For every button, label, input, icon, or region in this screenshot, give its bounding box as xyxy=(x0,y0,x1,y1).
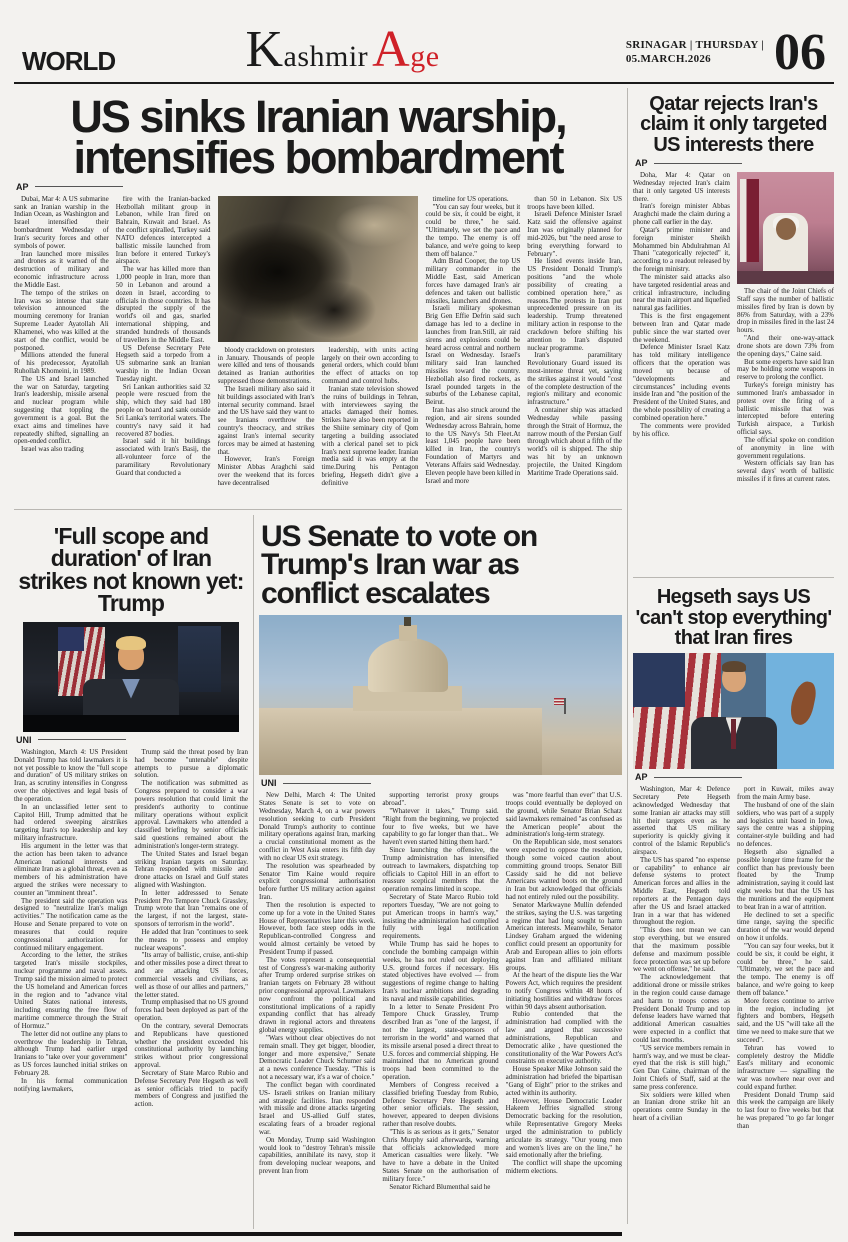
page-content xyxy=(14,88,834,1224)
senate-col-3: was "more fearful than ever" that U.S. troops could eventually be deployed on the ground, while Senator Brian Schatz said lawmakers remained "as confused as the American people" about the administration's long-term strategy. On the Republican side, most senators were expected to oppose the resolution, though some voiced caution about committing ground troops. Senator Bill Cassidy said he did not believe Americans wanted boots on the ground in Iran but acknowledged that officials had not entirely ruled out the possibility. Senator Markwayne Mullin defended the strikes, saying the U.S. was targeting a regime that had long sought to harm American interests. Meanwhile, Senator Lindsey Graham argued the widening conflict could present an opportunity for Arab and European allies to join efforts against Iran and affiliated militant groups. At the heart of the dispute lies the War Powers Act, which requires the president to notify Congress within 48 hours of initiating hostilities and withdraw forces within 90 days absent authorisation. Rubio contended that the administration had complied with the law and argued that successive administrations, Republican and Democratic alike , have questioned the constitutionality of the War Powers Act's constraints on executive authority. House Speaker Mike Johnson said the administration had briefed the bipartisan "Gang of Eight" prior to the strikes and acted within its authority. However, House Democratic Leader Hakeem Jeffries signalled strong Democratic backing for the resolution, while Representative Gregory Meeks urged the administration to publicly articulate its strategy. "Our young men and women's lives are on the line," he said emotionally after the briefing. The conflict will shape the upcoming midterm elections. xyxy=(505,792,622,1176)
trump-col-1: Washington, March 4: US President Donald Trump has told lawmakers it is not yet possible to know the "full scope and duration" of US military strikes on Iran, as scrutiny intensifies in Congress over the objectives and legal basis of the operation. In an unclassified letter sent to Capitol Hill, Trump admitted that he had ordered sweeping airstrikes targeting Iran's top leadership and key military infrastructure. His argument in the letter was that the action has been taken to advance American national interests and eliminate Iran as a global threat, even as members of his administration have argued the strikes were necessary to counter an "imminent threat". The president said the operation was designed to "neutralize Iran's malign activities." The notification came as the House and Senate prepared to vote on measures that could require congressional authorization for continued military engagement. According to the letter, the strikes targeted Iran's missile stockpiles, nuclear programme and naval assets. Trump said the mission aimed to protect the US homeland and American forces in the region and to "advance vital United States national interests, including ensuring the free flow of maritime commerce through the Strait of Hormuz." The letter did not outline any plans to overthrow the leadership in Tehran, although Trump had earlier urged Iranians to "take over your government" as US forces launched initial strikes on February 28. In his formal communication notifying lawmakers, xyxy=(14,748,128,1093)
trump-figure-body xyxy=(83,679,179,717)
main-col-6: than 50 in Lebanon. Six US troops have been killed. Israeli Defence Minister Israel Katz said the offensive against Iran was originally planned for mid-2026, but "the need arose to bring everything forward to February". He listed events inside Iran, US President Donald Trump's positions "and the whole possibility of creating a combined operation here," as reasons.The protests in Iran put unprecedented pressure on its leadership. Trump threatened military action in response to the crackdown before shifting his attention to Iran's disputed nuclear programme. Iran's paramilitary Revolutionary Guard issued its most-intense threat yet, saying the strikes against it would "cost of the complete destruction of the region's military and economic infrastructure." A container ship was attacked Wednesday while passing through the Strait of Hormuz, the narrow mouth of the Persian Gulf through which about a fifth of the world's oil is shipped. The ship was hit by an unknown projectile, the United Kingdom Maritime Trade Operations said. xyxy=(527,195,622,477)
byline-rule xyxy=(38,739,126,740)
hegseth-headline: Hegseth says US 'can't stop everything' that Iran fires xyxy=(635,586,832,649)
masthead-kashmir: Kashmir xyxy=(245,21,369,79)
section-label: WORLD xyxy=(22,46,116,76)
bottom-rule xyxy=(14,1232,622,1236)
senate-col-1: New Delhi, March 4: The United States Senate is set to vote on Wednesday, March 4, on a war powers resolution seeking to curb President Donald Trump's authority to continue military operations against Iran, marking a crucial constitutional moment as the conflict in West Asia enters its fifth day with no clear US exit strategy. The resolution was spearheaded by Senator Tim Kaine would require explicit congressional authorisation before further US military action against Iran. Then the resolution is expected to come up for a vote in the United States House of Representatives later this week. However, both face steep odds in the Republican-controlled Congress and would almost certainly be vetoed by President Trump if passed. The votes represent a consequential test of Congress's war-making authority after Trump ordered surprise strikes on Iranian targets on February 28 without prior congressional approval. Lawmakers now confront the political and constitutional implications of a rapidly expanding conflict that has already drawn in regional actors and threatens global energy supplies. "Wars without clear objectives do not remain small. They get bigger, bloodier, longer and more expensive," Senate Democratic Leader Chuck Schumer said at a news conference Tuesday. "This is not a necessary war, it's a war of choice." The conflict began with coordinated US- Israeli strikes on Iranian military and strategic facilities. Iran responded with missile and drone attacks targeting Israel and US-allied Gulf states, escalating fears of a broader regional war. On Monday, Trump said Washington would look to "destroy Tehran's missile capabilities, annihilate its navy, stop it from developing nuclear weapons, and prevent Iran from xyxy=(259,792,376,1176)
trump-headline: 'Full scope and duration' of Iran strikes not known yet: Trump xyxy=(18,522,244,617)
page-header xyxy=(14,20,834,84)
face-graphic xyxy=(776,218,796,240)
senate-article-body xyxy=(259,792,622,1220)
qatar-flag-graphic xyxy=(740,179,759,262)
masthead xyxy=(245,21,440,79)
desk-graphic xyxy=(23,715,238,732)
capitol-lantern-graphic xyxy=(399,625,417,641)
main-headline: US sinks Iranian warship, intensifies bombardment xyxy=(70,91,566,184)
capitol-dome-graphic xyxy=(368,638,448,692)
qatar-article-body xyxy=(633,172,834,572)
dateline-city-day: SRINAGAR | THURSDAY | xyxy=(625,39,764,52)
main-col-1: Dubai, Mar 4: A US submarine sank an Iranian warship in the Indian Ocean, as Washington and Israel intensified their bombardment Wednesday of Iran's security forces and other symbols of power. Iran launched more missiles and drones as it warned of the destruction of military and economic infrastructure across the Middle East. The tempo of the strikes on Iran was so intense that state television announced the mourning ceremony for Iranian Supreme Leader Ayatollah Ali Khamenei, who was killed at the start of the conflict, would be postponed. Millions attended the funeral of his predecessor, Ayatollah Ruhollah Khomeini, in 1989. The US and Israel launched the war on Saturday, targeting Iran's leadership, missile arsenal and nuclear program while suggesting that toppling the government is a goal. But the exact aims and timelines have repeatedly shifted, signalling an open-ended conflict. Israel was also trading xyxy=(14,195,109,454)
byline-row xyxy=(261,778,622,788)
byline-rule xyxy=(283,783,371,784)
rail-divider xyxy=(627,88,628,1224)
byline-agency: UNI xyxy=(261,778,277,789)
us-capitol-photo xyxy=(259,615,622,775)
right-rail xyxy=(633,88,834,1224)
masthead-age: Age xyxy=(372,21,440,79)
warship-port-smoke-photo xyxy=(218,196,419,342)
hegseth-col-1: Washington, Mar 4: Defence Secretary Pete Hegseth acknowledged Wednesday that some Iranian air attacks may still hit their targets even as he asserted that US military superiority is quickly giving it control of the Islamic Republic's airspace. The US has spared "no expense or capability" to enhance air defense systems to protect American forces and allies in the Middle East, Hegseth told reporters at the Pentagon days after the US and Israel attacked Iran in a war that has widened throughout the region. "This does not mean we can stop everything, but we ensured that the maximum possible defense and maximum possible force protection was set up before we went on offense," he said. The acknowledgement that additional drone or missile strikes in the region could cause damage and harm to troops comes as President Donald Trump and top defense leaders have warned that additional American casualties were expected in a conflict that could last months. "US service members remain in harm's way, and we must be clear-eyed that the risk is still high," Gen Dan Caine, chairman of the Joint Chiefs of Staff, said at the same press conference. Six soldiers were killed when an Iranian drone strike hit an operations centre Sunday in the heart of a civilian xyxy=(633,786,730,1123)
qatar-col-2 xyxy=(737,172,834,572)
byline-agency: AP xyxy=(16,181,29,192)
article-us-sinks-warship xyxy=(14,88,622,504)
main-col-5: timeline for US operations. "You can say four weeks, but it could be six, it could be eight, it could be three," he said. "Ultimately, we set the pace and the tempo. The enemy is off balance, and we're going to keep them off balance." Adm Brad Cooper, the top US military commander in the Middle East, said American forces have damaged Iran's air defences and taken out ballistic missiles, launchers and drones. Israeli military spokesman Brig Gen Effie Defrin said such damage has led to a decline in launches from Iran.Still, air raid sirens and explosions could be heard across central and northern Israel on Wednesday. Israel's military said Iran launched missiles toward the country. Hezbollah also fired rockets, as Israel pounded targets in the suburbs of the Lebanese capital, Beirut. Iran has also struck around the region, and air sirens sounded Wednesday across Bahrain, home to the US Navy's 5th Fleet.At least 1,045 people have been killed in Iran, the country's Foundation of Martyrs and Veterans Affairs said Wednesday. Eleven people have been killed in Israel and more xyxy=(425,195,521,485)
us-flag-canton-graphic xyxy=(633,653,685,706)
capitol-statue-graphic xyxy=(404,617,411,627)
podium-graphic xyxy=(737,271,834,284)
qatari-pm-podium-photo xyxy=(737,172,834,284)
byline-row xyxy=(635,158,834,168)
rail-article-divider xyxy=(633,577,834,578)
article-hegseth xyxy=(633,583,834,1178)
section-divider xyxy=(14,509,622,510)
trump-at-desk-photo xyxy=(23,622,238,732)
hegseth-article-body xyxy=(633,786,834,1178)
dateline-date: 05.MARCH.2026 xyxy=(625,53,711,66)
byline-agency: AP xyxy=(635,158,648,169)
byline-agency: UNI xyxy=(16,734,32,745)
byline-agency: AP xyxy=(635,772,648,783)
byline-row xyxy=(16,182,622,192)
article-full-scope-trump xyxy=(14,515,248,1229)
qatar-col-2-text: The chair of the Joint Chiefs of Staff says the number of ballistic missiles fired by Iran is down by 86% from Saturday, with a 23% drop in missiles fired in the last 24 hours. "And their one-way-attack drone shots are down 73% from the opening days," Caine said. But some experts have said Iran may be holding some weapons in reserve to prolong the conflict. Turkey's foreign ministry has summoned Iran's ambassador in protest over the firing of a ballistic missile that was intercepted before entering Turkish airspace, a Turkish official says. The official spoke on condition of anonymity in line with government regulations. Western officials say Iran has several days' worth of ballistic missiles if it fires at current rates. xyxy=(737,287,834,484)
main-col-3: bloody crackdown on protesters in January. Thousands of people were killed and tens of thousands detained as Iranian authorities suppressed those demonstrations. The Israeli military also said it hit buildings associated with Iran's internal security command. Israel and the US have said they want to see Iranians overthrow the country's theocracy, and strikes against Iran's internal security forces may be aimed at hastening that. However, Iran's Foreign Minister Abbas Araghchi said over the weekend that its forces have decentralised xyxy=(217,346,315,487)
trump-figure-head xyxy=(118,642,144,670)
column-divider xyxy=(253,515,254,1229)
hegseth-press-briefing-photo xyxy=(633,653,834,769)
hegseth-figure-head xyxy=(722,665,746,692)
byline-row xyxy=(16,735,248,745)
article-qatar-rejects xyxy=(633,88,834,572)
byline-row xyxy=(635,772,834,782)
senate-headline: US Senate to vote on Trump's Iran war as conflict escalates xyxy=(261,519,538,610)
main-col-2: fire with the Iranian-backed Hezbollah militant group in Lebanon, while Iran fired on Bahrain, Kuwait and Israel. As the conflict spiralled, Turkey said NATO defences intercepted a ballistic missile launched from Iran before it entered Turkey's airspace. The war has killed more than 1,000 people in Iran, more than 50 in Lebanon and around a dozen in Israel, according to officials in those countries. It has disrupted the supply of the world's oil and gas, snarled international shipping, and stranded hundreds of thousands of travellers in the Middle East. US Defense Secretary Pete Hegseth said a torpedo from a US submarine sank an Iranian warship in the Indian Ocean Tuesday night. Sri Lankan authorities said 32 people were rescued from the ship, which they said had 180 people on board and sank outside Sri Lanka's territorial waters. The country's navy said it had recovered 87 bodies. Israel said it hit buildings associated with Iran's Basij, the all-volunteer force of the paramilitary Revolutionary Guard that conducted a xyxy=(115,195,211,477)
capitol-flag-graphic xyxy=(554,698,564,705)
page-number: 06 xyxy=(774,24,826,82)
date-block xyxy=(625,24,826,82)
lower-band xyxy=(14,515,622,1229)
trump-article-body xyxy=(14,749,248,1205)
dateline xyxy=(626,39,764,67)
byline-rule xyxy=(35,186,123,187)
main-article-body xyxy=(14,196,622,504)
trump-col-2: Trump said the threat posed by Iran had become "untenable" despite attempts to pursue a diplomatic solution. The notification was submitted as Congress prepared to consider a war powers resolution that could limit the president's authority to continue military operations without explicit approval. Lawmakers who attended a classified briefing by senior officials said questions remained about the administration's longer-term strategy. The United States and Israel began striking Iranian targets on Saturday. Tehran responded with missile and drone attacks on Israel and Gulf states aligned with Washington. In letter addresssed to Senate President Pro Tempore Chuck Grassley, Trump wrote that Iran "remains one of the largest, if not the largest, state-sponsors of terrorism in the world". He added that Iran "continues to seek the means to possess and employ nuclear weapons". "Its array of ballistic, cruise, anti-ship and other missiles pose a direct threat to and are attacking US forces, commercial vessels and civilians, as well as those of our allies and partners," the letter stated. Trump emphasised that no US ground forces had been deployed as part of the operation. On the contrary, several Democrats and Republicans have questioned whether the president exceeded his constitutional authority by launching strikes without prior congressional approval. Secretary of State Marco Rubio and Defense Secretary Pete Hegseth as well as senior officials tried to pacify members of Congress and justified the action. xyxy=(134,748,248,1109)
hegseth-figure-body xyxy=(691,717,777,769)
byline-rule xyxy=(654,777,742,778)
senate-col-2: supporting terrorist proxy groups abroad". "Whatever it takes," Trump said. "Right from the beginning, we projected four to five weeks, but we have capability to go far longer than that... We haven't even started hitting them hard." Since launching the offensive, the Trump administration has intensified outreach to lawmakers, dispatching top officials to Capitol Hill in an effort to reassure sceptical members that the operation remains limited in scope. Secretary of State Marco Rubio told reporters Tuesday, "We are not going to put American troops in harm's way," insisting the administration had complied fully with legal notification requirements. While Trump has said he hopes to conclude the bombing campaign within weeks, he has not ruled out deploying U.S. ground forces if necessary. His stated objectives have evolved — from suggestions of regime change to halting Iran's nuclear ambitions and degrading its naval and missile capabilities. In a letter to Senate President Pro Tempore Chuck Grassley, Trump described Iran as "one of the largest, if not the largest, state-sponsors of terrorism in the world" and warned that its missile arsenal posed a direct threat to U.S. forces and commercial shipping. He maintained that no American ground troops had been committed to the operation. Members of Congress received a classified briefing Tuesday from Rubio, Defence Secretary Pete Hegseth and other senior officials. The session, however, appeared to deepen divisions rather than resolve doubts. "This is as serious as it gets," Senator Chris Murphy said afterwards, warning that officials acknowledged more American casualties were likely. "We have to have a debate in the United States Senate on the authorisation of military force." Senator Richard Blumenthal said he xyxy=(382,792,499,1191)
capitol-building-graphic xyxy=(259,708,542,775)
presidential-flag-graphic xyxy=(178,626,221,692)
main-col-middle xyxy=(218,196,419,504)
hegseth-col-2: port in Kuwait, miles away from the main Army base. The husband of one of the slain soldiers, who was part of a supply and logistics unit based in Iowa, says the centre was a shipping container-style building and had no defences. Hegseth also signalled a possible longer time frame for the conflict than has previously been floated by the Trump administration, saying it could last eight weeks but that the US has the munitions and the equipment to beat Iran in a war of attrition. He declined to set a specific time range, saying the specific duration of the war would depend on how it unfolds. "You can say four weeks, but it could be six, it could be eight, it could be three," he said. "Ultimately, we set the pace and the tempo. The enemy is off balance, and we're going to keep them off balance." More forces continue to arrive in the region, including jet fighters and bombers, Hegseth said, and the US "will take all the time we need to make sure that we succeed". Tehran has vowed to completely destroy the Middle East's military and economic infrastructure — signalling the war was nowhere near over and could expand further. President Donald Trump said this week the campaign are likely to last four to five weeks but that he was prepared "to go far longer than xyxy=(737,786,834,1130)
article-senate-vote xyxy=(259,515,622,1229)
qatar-headline: Qatar rejects Iran's claim it only targeted US interests there xyxy=(640,93,827,156)
main-inner-cols xyxy=(218,347,419,504)
qatar-col-1: Doha, Mar 4: Qatar on Wednesday rejected Iran's claim that it only targeted US interests there. Iran's foreign minister Abbas Araghchi made the claim during a phone call earlier in the day. Qatar's prime minister and foreign minister Sheikh Mohammed bin Abdulrahman Al Thani "categorically rejected" it, according to a readout released by the foreign ministry. The minister said attacks also have targeted residential areas and critical infrastructure, including near the main airport and liquefied natural gas facilities. This is the first engagement between Iran and Qatar made public since the war started over the weekend. Defence Minister Israel Katz has told military intelligence officers that the operation was moved up because of "developments and circumstances" including events inside Iran and "the position of the President of the United States, and the whole possibility of creating a combined operation here." The comments were provided by his office. xyxy=(633,172,730,438)
main-col-4: leadership, with units acting largely on their own according to general orders, which could blunt the effect of attacks on top command and control hubs. Iranian state television showed the ruins of buildings in Tehran, with interviewees saying the attacks damaged their homes. Strikes have also been reported in the Shiite seminary city of Qom targeting a building associated with a clerical panel set to pick Iran's next supreme leader. Iranian media said it was empty at the time.During his Pentagon briefing, Hegseth didn't give a definitive xyxy=(321,346,419,487)
byline-rule xyxy=(654,163,742,164)
left-zone xyxy=(14,88,622,1224)
